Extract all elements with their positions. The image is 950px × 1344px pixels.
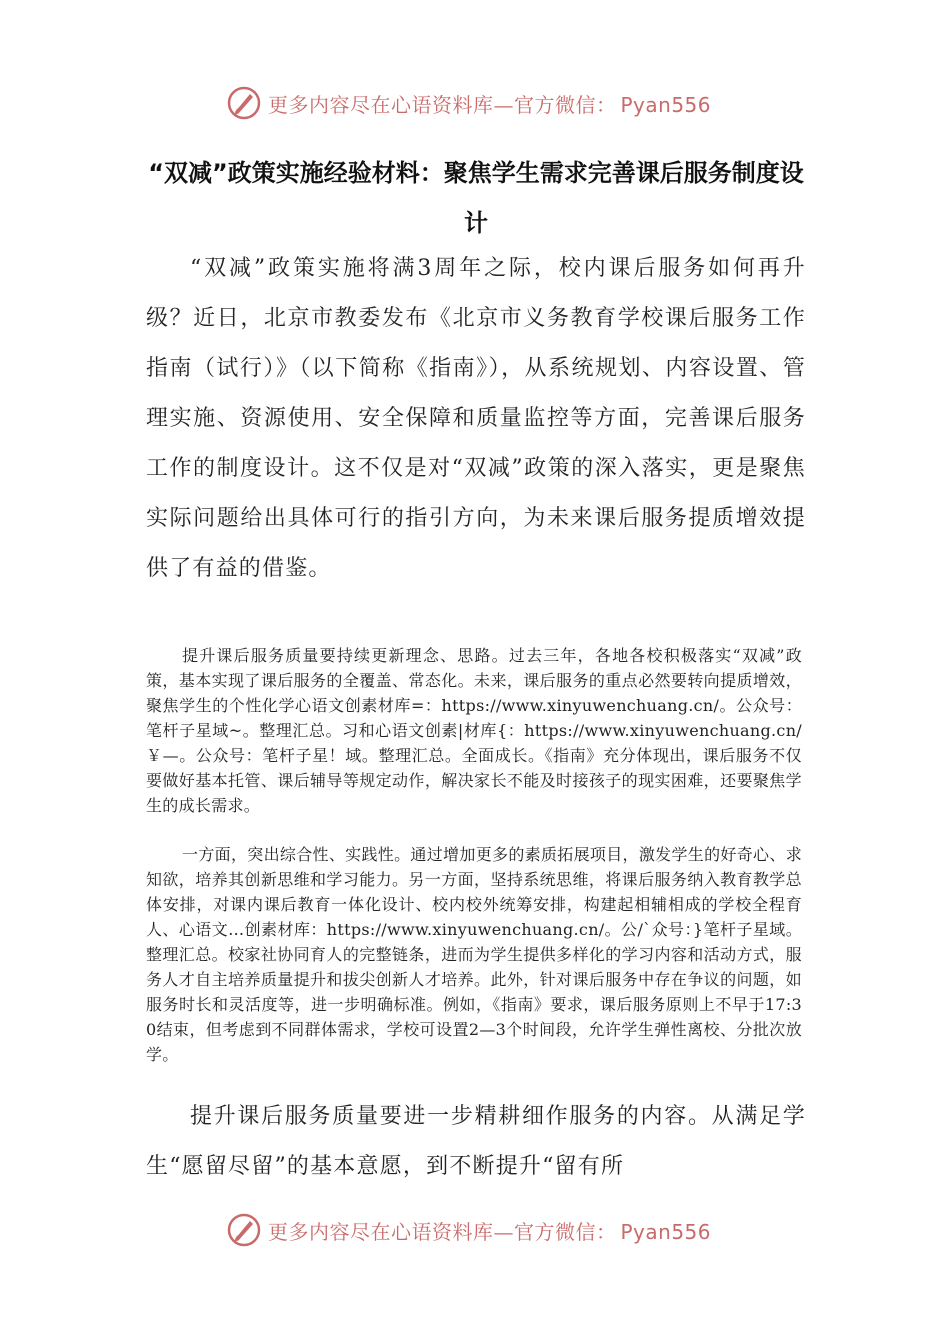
paragraph-comprehensive: 一方面，突出综合性、实践性。通过增加更多的素质拓展项目，激发学生的好奇心、求知欲，培养其创新思维和学习能力。另一方面，坚持系统思维，将课后服务纳入教育教学总体安排，对课内课后教育一体化设计、校内校外统筹安排，构建起相辅相成的学校全程育人、心语文…创素材库：https://www.xinyuwenchuang.cn/。公/`众号：}笔杆子星域。整理汇总。校家社协同育人的完整链条，进而为学生提供多样化的学习内容和活动方式，服务人才自主培养质量提升和拔尖创新人才培养。此外，针对课后服务中存在争议的问题，如服务时长和灵活度等，进一步明确标准。例如，《指南》要求，课后服务原则上不早于17:30结束，但考虑到不同群体需求，学校可设置2—3个时间段，允许学生弹性离校、分批次放学。 — [146, 845, 802, 1064]
paragraph-refine-content: 提升课后服务质量要进一步精耕细作服务的内容。从满足学生“愿留尽留”的基本意愿，到不断提升“留有所 — [146, 1104, 806, 1179]
watermark-header — [0, 83, 950, 123]
watermark-text: 更多内容尽在心语资料库—官方微信： — [268, 92, 617, 117]
watermark-text: 更多内容尽在心语资料库—官方微信： — [268, 1219, 617, 1244]
watermark-footer — [0, 1210, 950, 1250]
quill-logo-icon — [226, 85, 262, 121]
paragraph-intro: “双减”政策实施将满3周年之际，校内课后服务如何再升级？近日，北京市教委发布《北京市义务教育学校课后服务工作指南（试行）》（以下简称《指南》），从系统规划、内容设置、管理实施、资源使用、安全保障和质量监控等方面，完善课后服务工作的制度设计。这不仅是对“双减”政策的深入落实，更是聚焦实际问题给出具体可行的指引方向，为未来课后服务提质增效提供了有益的借鉴。 — [146, 256, 806, 581]
quill-logo-icon — [226, 1212, 262, 1248]
watermark-handle: Pyan556 — [620, 92, 712, 117]
document-title: “双减”政策实施经验材料：聚焦学生需求完善课后服务制度设计 — [148, 159, 804, 237]
paragraph-quality-ideas: 提升课后服务质量要持续更新理念、思路。过去三年，各地各校积极落实“双减”政策，基本实现了课后服务的全覆盖、常态化。未来，课后服务的重点必然要转向提质增效，聚焦学生的个性化学心语文创素材库=：https://www.xinyuwenchuang.cn/。公众号：笔杆子星域~。整理汇总。习和心语文创素|材库{：https://www.xinyuwenchuang.cn/￥—。公众号：笔杆子星！域。整理汇总。全面成长。《指南》充分体现出，课后服务不仅要做好基本托管、课后辅导等规定动作，解决家长不能及时接孩子的现实困难，还要聚焦学生的成长需求。 — [146, 646, 802, 815]
watermark-handle: Pyan556 — [620, 1219, 712, 1244]
